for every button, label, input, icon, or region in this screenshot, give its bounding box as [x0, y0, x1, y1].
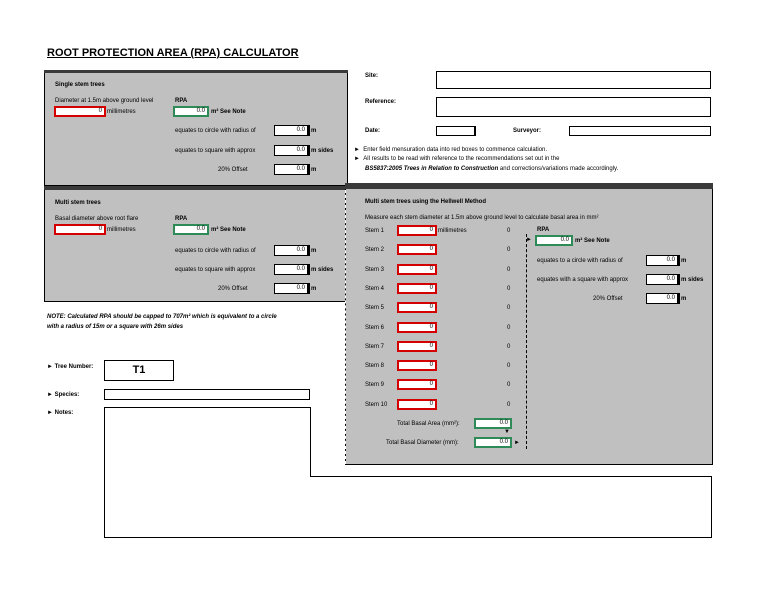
stem-diameter-input[interactable]: 0	[397, 244, 437, 255]
surveyor-label: Surveyor:	[513, 128, 542, 134]
reference-label: Reference:	[365, 99, 397, 105]
hellwell-square-unit: m sides	[681, 277, 704, 283]
total-basal-area-label: Total Basal Area (mm²):	[397, 421, 460, 427]
stem-area-value: 0	[507, 266, 511, 273]
multi-offset-label: 20% Offset	[218, 286, 248, 292]
stem-area-value: 0	[507, 401, 511, 408]
single-offset-unit: m	[311, 167, 317, 173]
multi-rpa-output: 0.0	[173, 224, 209, 235]
stem-area-value: 0	[507, 324, 511, 331]
stem-label: Stem 6	[365, 324, 385, 331]
hellwell-square-label: equates with a square with approx	[537, 277, 629, 283]
hellwell-circle-unit: m	[681, 258, 687, 264]
single-square-label: equates to square with approx	[175, 148, 256, 154]
stem-label: Stem 3	[365, 266, 385, 273]
bs-standard-text: BS5837:2005 Trees in Relation to Construction	[365, 166, 499, 172]
multi-circle-output: 0.0	[274, 245, 310, 256]
single-circle-output: 0.0	[274, 125, 310, 136]
total-basal-diameter-output: 0.0	[474, 437, 512, 448]
date-label: Date:	[365, 128, 381, 134]
hellwell-offset-label: 20% Offset	[593, 296, 623, 302]
arrow-right-icon: ►	[354, 147, 360, 153]
page-title: ROOT PROTECTION AREA (RPA) CALCULATOR	[47, 47, 299, 59]
total-basal-diameter-label: Total Basal Diameter (mm):	[386, 440, 459, 446]
single-rpa-output: 0.0	[173, 106, 209, 117]
stem-label: Stem 7	[365, 343, 385, 350]
stem-diameter-input[interactable]: 0	[397, 283, 437, 294]
hellwell-rpa-label: RPA	[537, 227, 550, 233]
stem-area-value: 0	[507, 382, 511, 389]
hellwell-rpa-output: 0.0	[535, 235, 573, 246]
stem-diameter-input[interactable]: 0	[397, 264, 437, 275]
info-bullet-2-text: All results to be read with reference to the recommendations set out in the	[363, 156, 560, 162]
hellwell-offset-output: 0.0	[646, 293, 680, 304]
rpa-cap-note-line-1: NOTE: Calculated RPA should be capped to 707m² which is equivalent to a circle	[47, 314, 277, 320]
stem-unit: millimetres	[438, 228, 467, 234]
multi-offset-unit: m	[311, 286, 317, 292]
single-offset-label: 20% Offset	[218, 167, 248, 173]
arrow-right-icon: ►	[47, 410, 53, 416]
notes-label-text: Notes:	[54, 410, 74, 416]
stem-label: Stem 9	[365, 382, 385, 389]
multi-square-label: equates to square with approx	[175, 267, 256, 273]
single-diameter-unit: millimetres	[107, 109, 136, 115]
multi-offset-output: 0.0	[274, 283, 310, 294]
hellwell-circle-label: equates to a circle with radius of	[537, 258, 623, 264]
stem-area-value: 0	[507, 228, 511, 234]
multi-rpa-unit: m² See Note	[211, 227, 246, 233]
total-basal-area-output: 0.0	[474, 418, 512, 429]
single-circle-label: equates to circle with radius of	[175, 128, 256, 134]
arrow-down-icon: ▼	[504, 429, 510, 435]
multi-diameter-unit: millimetres	[107, 227, 136, 233]
stem-total-arrow-icon: ►	[526, 237, 532, 243]
stem-diameter-input[interactable]: 0	[397, 302, 437, 313]
stem-diameter-input[interactable]: 0	[397, 341, 437, 352]
hellwell-offset-unit: m	[681, 296, 687, 302]
stem-label: Stem 1	[365, 228, 385, 234]
stem-area-value: 0	[507, 363, 511, 370]
tree-number-label-text: Tree Number:	[54, 364, 94, 370]
single-square-unit: m sides	[311, 148, 334, 154]
tree-number-field[interactable]: T1	[104, 360, 174, 381]
info-bullet-1-text: Enter field mensuration data into red boxes to commence calculation.	[363, 147, 548, 153]
stem-diameter-input[interactable]: 0	[397, 322, 437, 333]
species-label-text: Species:	[54, 392, 80, 398]
stem-area-value: 0	[507, 247, 511, 254]
hellwell-heading: Multi stem trees using the Hellwell Method	[365, 199, 487, 205]
arrow-right-icon: ►	[47, 392, 53, 398]
stem-label: Stem 8	[365, 363, 385, 370]
site-label: Site:	[365, 73, 379, 79]
stem-area-value: 0	[507, 285, 511, 292]
single-square-output: 0.0	[274, 145, 310, 156]
single-diameter-label: Diameter at 1.5m above ground level	[55, 98, 154, 104]
single-circle-unit: m	[311, 128, 317, 134]
hellwell-rpa-unit: m² See Note	[575, 238, 610, 244]
single-diameter-input[interactable]: 0	[54, 106, 106, 117]
multi-diameter-label: Basal diameter above root flare	[55, 216, 139, 222]
multi-diameter-input[interactable]: 0	[54, 224, 106, 235]
stem-label: Stem 10	[365, 401, 388, 408]
arrow-right-icon: ►	[354, 156, 360, 162]
single-stem-heading: Single stem trees	[55, 82, 105, 88]
stem-diameter-input[interactable]: 0	[397, 225, 437, 236]
multi-circle-label: equates to circle with radius of	[175, 248, 256, 254]
arrow-right-icon: ►	[47, 364, 53, 370]
stem-area-value: 0	[507, 305, 511, 312]
single-offset-output: 0.0	[274, 164, 310, 175]
multi-rpa-label: RPA	[175, 216, 188, 222]
hellwell-instruction: Measure each stem diameter at 1.5m above ground level to calculate basal area in mm²	[365, 215, 599, 221]
single-rpa-label: RPA	[175, 98, 188, 104]
single-rpa-unit: m² See Note	[211, 109, 246, 115]
stem-label: Stem 2	[365, 247, 385, 254]
info-bullet-3-text: and corrections/variations made accordingly.	[498, 166, 619, 172]
rpa-cap-note-line-2: with a radius of 15m or a square with 26m sides	[47, 324, 184, 330]
stem-diameter-input[interactable]: 0	[397, 399, 437, 410]
stem-area-value: 0	[507, 343, 511, 350]
arrow-right-icon: ►	[514, 440, 520, 446]
stem-diameter-input[interactable]: 0	[397, 379, 437, 390]
multi-circle-unit: m	[311, 248, 317, 254]
hellwell-circle-output: 0.0	[646, 255, 680, 266]
stem-label: Stem 5	[365, 305, 385, 312]
multi-square-output: 0.0	[274, 264, 310, 275]
stem-diameter-input[interactable]: 0	[397, 360, 437, 371]
multi-square-unit: m sides	[311, 267, 334, 273]
hellwell-square-output: 0.0	[646, 274, 680, 285]
multi-stem-heading: Multi stem trees	[55, 200, 101, 206]
stem-label: Stem 4	[365, 285, 385, 292]
